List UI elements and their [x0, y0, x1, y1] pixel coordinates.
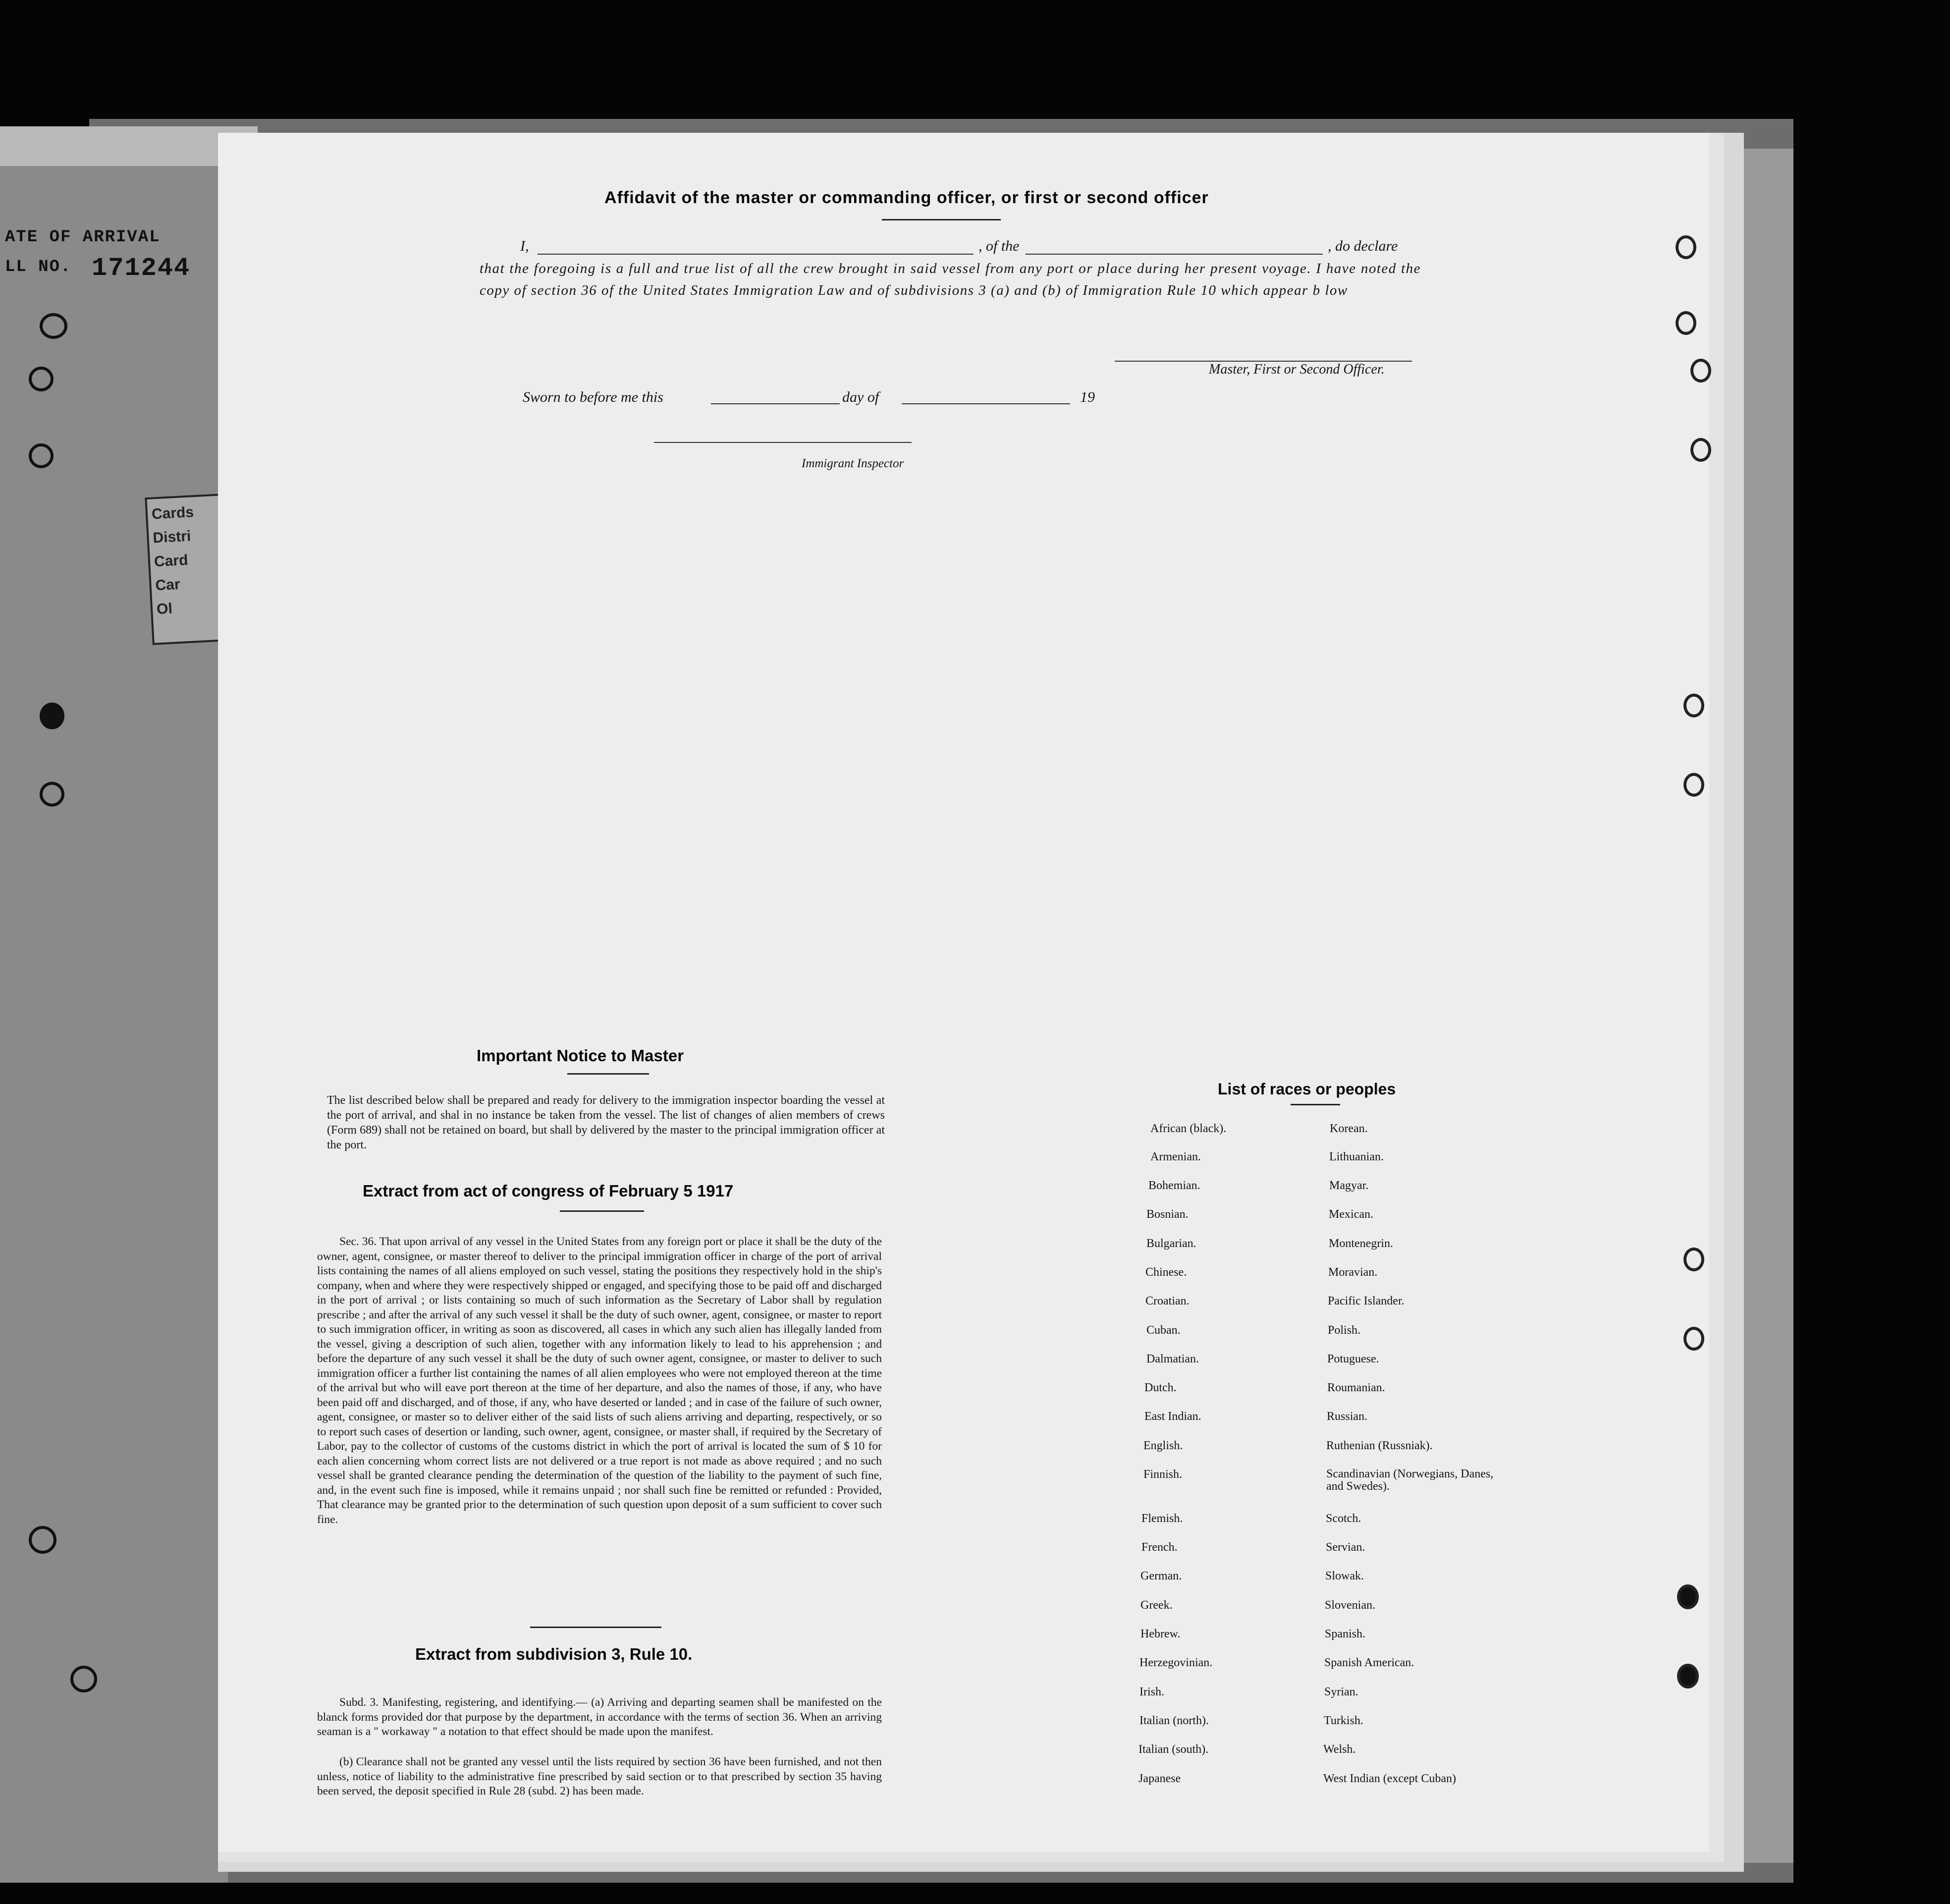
- race-item: German.: [1140, 1570, 1182, 1582]
- stamp-line: Distri: [152, 528, 192, 546]
- affidavit-page: [218, 133, 1709, 1852]
- title-divider: [567, 1073, 649, 1075]
- race-item: Spanish.: [1325, 1628, 1366, 1640]
- race-item: Russian.: [1327, 1410, 1368, 1423]
- binder-hole-icon: [1690, 438, 1711, 462]
- binder-hole-icon: [1683, 773, 1704, 797]
- punch-hole-icon: [40, 703, 64, 729]
- race-item: Polish.: [1328, 1324, 1361, 1337]
- race-item: Italian (south).: [1138, 1743, 1209, 1756]
- stamp-line: Card: [154, 551, 189, 570]
- race-item: Greek.: [1140, 1599, 1173, 1612]
- race-item: Armenian.: [1150, 1150, 1201, 1163]
- punch-hole-icon: [40, 782, 64, 807]
- title-divider: [560, 1210, 644, 1212]
- subdivision-b-text: (b) Clearance shall not be granted any vessel until the lists required by section 36 have been furnished, and not then unless, notice of liability to the administrative fine prescribed by said section or to that prescribed by section 35 having been served, the deposit specified in Rule 28 (subd. 2) has been made.: [317, 1755, 882, 1797]
- stamp-line: Cards: [151, 504, 194, 523]
- race-item: Spanish American.: [1324, 1656, 1414, 1669]
- race-item: Dutch.: [1144, 1381, 1177, 1394]
- bill-number: 171244: [92, 254, 191, 283]
- race-item: Roumanian.: [1327, 1381, 1385, 1394]
- binder-hole-icon: [1683, 1327, 1704, 1351]
- race-item: Scandinavian (Norwegians, Danes, and Swedes).: [1326, 1468, 1494, 1493]
- punch-hole-icon: [29, 1526, 56, 1554]
- race-item: Servian.: [1326, 1541, 1365, 1554]
- race-item: East Indian.: [1144, 1410, 1201, 1423]
- race-item: Mexican.: [1329, 1208, 1373, 1221]
- affidavit-declare-label: , do declare: [1328, 238, 1398, 254]
- bill-no-label: LL NO.: [5, 258, 72, 276]
- race-item: Cuban.: [1146, 1324, 1181, 1337]
- races-list-title: List of races or peoples: [1218, 1080, 1396, 1098]
- title-divider: [1291, 1104, 1340, 1105]
- stamp-line: Ol: [156, 600, 173, 618]
- race-item: Chinese.: [1145, 1266, 1187, 1279]
- binder-hole-icon: [1676, 235, 1696, 259]
- race-item: Italian (north).: [1139, 1714, 1209, 1727]
- race-item: French.: [1141, 1541, 1178, 1554]
- notice-title: Important Notice to Master: [477, 1046, 684, 1065]
- race-item: Finnish.: [1143, 1468, 1183, 1481]
- year-prefix: 19: [1080, 389, 1095, 405]
- race-item: Scotch.: [1326, 1512, 1361, 1525]
- race-item: Pacific Islander.: [1328, 1295, 1405, 1307]
- punch-hole-icon: [70, 1666, 97, 1692]
- day-of-label: day of: [842, 389, 879, 405]
- race-item: Lithuanian.: [1329, 1150, 1384, 1163]
- subdivision-a-text: Subd. 3. Manifesting, registering, and identifying.— (a) Arriving and departing seamen shall be manifested on the blanck forms provided dor that purpose by the department, in accordance with the terms of section 36. When an arriving seaman is a " workaway " a notation to that effect should be made upon the manifest.: [317, 1696, 882, 1738]
- extract-rule-title: Extract from subdivision 3, Rule 10.: [415, 1645, 693, 1663]
- race-item: Turkish.: [1324, 1714, 1363, 1727]
- binder-hole-icon: [1690, 359, 1711, 382]
- race-item: Potuguese.: [1327, 1353, 1379, 1365]
- race-item: Magyar.: [1329, 1179, 1369, 1192]
- race-item: West Indian (except Cuban): [1323, 1772, 1456, 1785]
- race-item: Ruthenian (Russniak).: [1326, 1439, 1433, 1452]
- inspector-signature-blank: [654, 442, 912, 443]
- notice-body: The list described below shall be prepared and ready for delivery to the immigration inspector boarding the vessel at the port of arrival, and shal in no instance be taken from the vessel. The list of changes of alien members of crews (Form 689) shall not be retained on board, but shall by delivered by the master to the principal immigration officer at the port.: [327, 1094, 885, 1151]
- sworn-month-blank: [902, 403, 1070, 404]
- section-36-text: Sec. 36. That upon arrival of any vessel in the United States from any foreign port or place it shall be the duty of the owner, agent, consignee, or master thereof to deliver to the principal immigration officer in charge of the port of arrival lists containing the names of all aliens employed on such vessel, stating the positions they respectively hold in the ship's company, when and where they were respectively shipped or engaged, and specifying those to be paid off and discharged in the port of arrival ; or lists containing so much of such information as the Secretary of Labor shall by regulation prescribe ; and after the arrival of any such vessel it shall be the duty of such owner, agent, consignee, or master to report to such immigration officer, in writing as soon as discovered, all cases in which any such alien has illegally landed from the vessel, giving a description of such alien, together with any information likely to lead to his apprehension ; and before the departure of any such vessel it shall be the duty of such owner agent, consignee, or master to deliver to such immigration officer a further list containing the names of all alien employees who were not employed thereon at the time of the arrival but who will eave port thereon at the time of her departure, and also the names of those, if any, who have been paid off and discharged, and of those, if any, who have deserted or landed ; and in case of the failure of such owner, agent, consignee, or master so to deliver either of the said lists of such aliens arriving and departing, respectively, or so to report such cases of desertion or landing, such owner, agent, consignee, or master shall, if required by the Secretary of Labor, pay to the collector of customs of the customs district in which the port of arrival is located the sum of $ 10 for each alien concerning whom correct lists are not delivered or a true report is not made as above required ; and no such vessel shall be granted clearance pending the determination of the question of the liability to the payment of such fine, and, in the event such fine is imposed, while it remains unpaid ; nor shall such fine be remitted or refunded : Provided, That clearance may be granted prior to the determination of such question upon deposit of a sum sufficient to cover such fine.: [317, 1235, 882, 1526]
- punch-hole-icon: [29, 443, 54, 468]
- master-name-blank: [538, 254, 974, 255]
- extract-act-title: Extract from act of congress of February 5 1917: [363, 1182, 734, 1200]
- race-item: Korean.: [1330, 1122, 1368, 1135]
- affidavit-body: that the foregoing is a full and true list of all the crew brought in said vessel from any port or place during her present voyage. I have noted the copy of section 36 of the United States Immigration Law and of subdivisions 3 (a) and (b) of Immigration Rule 10 which appear b low: [480, 261, 1421, 298]
- race-item: Montenegrin.: [1329, 1237, 1393, 1250]
- race-item: Slowak.: [1325, 1570, 1364, 1582]
- binder-hole-icon: [1677, 1664, 1699, 1688]
- section-divider: [530, 1627, 661, 1628]
- race-item: Hebrew.: [1140, 1628, 1181, 1640]
- punch-hole-icon: [29, 367, 54, 391]
- race-item: Bosnian.: [1146, 1208, 1189, 1221]
- sworn-label: Sworn to before me this: [523, 389, 663, 405]
- sworn-day-blank: [711, 403, 840, 404]
- race-item: Moravian.: [1328, 1266, 1378, 1279]
- race-item: Flemish.: [1141, 1512, 1183, 1525]
- vessel-name-blank: [1026, 254, 1323, 255]
- binder-hole-icon: [1683, 1248, 1704, 1271]
- binder-hole-icon: [1683, 694, 1704, 717]
- inspector-label: Immigrant Inspector: [802, 457, 904, 470]
- race-item: Welsh.: [1323, 1743, 1356, 1756]
- affidavit-of-the-label: , of the: [978, 238, 1020, 254]
- date-of-arrival-label: ATE OF ARRIVAL: [5, 228, 161, 247]
- race-item: African (black).: [1150, 1122, 1227, 1135]
- underlying-sheet-left: [0, 163, 228, 1883]
- race-item: Bulgarian.: [1146, 1237, 1196, 1250]
- race-item: Bohemian.: [1148, 1179, 1200, 1192]
- title-divider: [882, 219, 1001, 220]
- race-item: Japanese: [1138, 1772, 1181, 1785]
- race-item: Irish.: [1139, 1686, 1164, 1698]
- race-item: Herzegovinian.: [1139, 1656, 1213, 1669]
- binder-hole-icon: [1676, 311, 1696, 335]
- master-signature-label: Master, First or Second Officer.: [1209, 362, 1385, 377]
- punch-hole-icon: [40, 313, 67, 339]
- binder-hole-icon: [1677, 1584, 1699, 1609]
- race-item: Dalmatian.: [1146, 1353, 1199, 1365]
- affidavit-title: Affidavit of the master or commanding officer, or first or second officer: [604, 188, 1209, 207]
- stamp-line: Car: [155, 576, 181, 594]
- race-item: Slovenian.: [1325, 1599, 1375, 1612]
- affidavit-i-label: I,: [520, 238, 529, 254]
- race-item: Croatian.: [1145, 1295, 1190, 1307]
- race-item: English.: [1143, 1439, 1183, 1452]
- race-item: Syrian.: [1324, 1686, 1358, 1698]
